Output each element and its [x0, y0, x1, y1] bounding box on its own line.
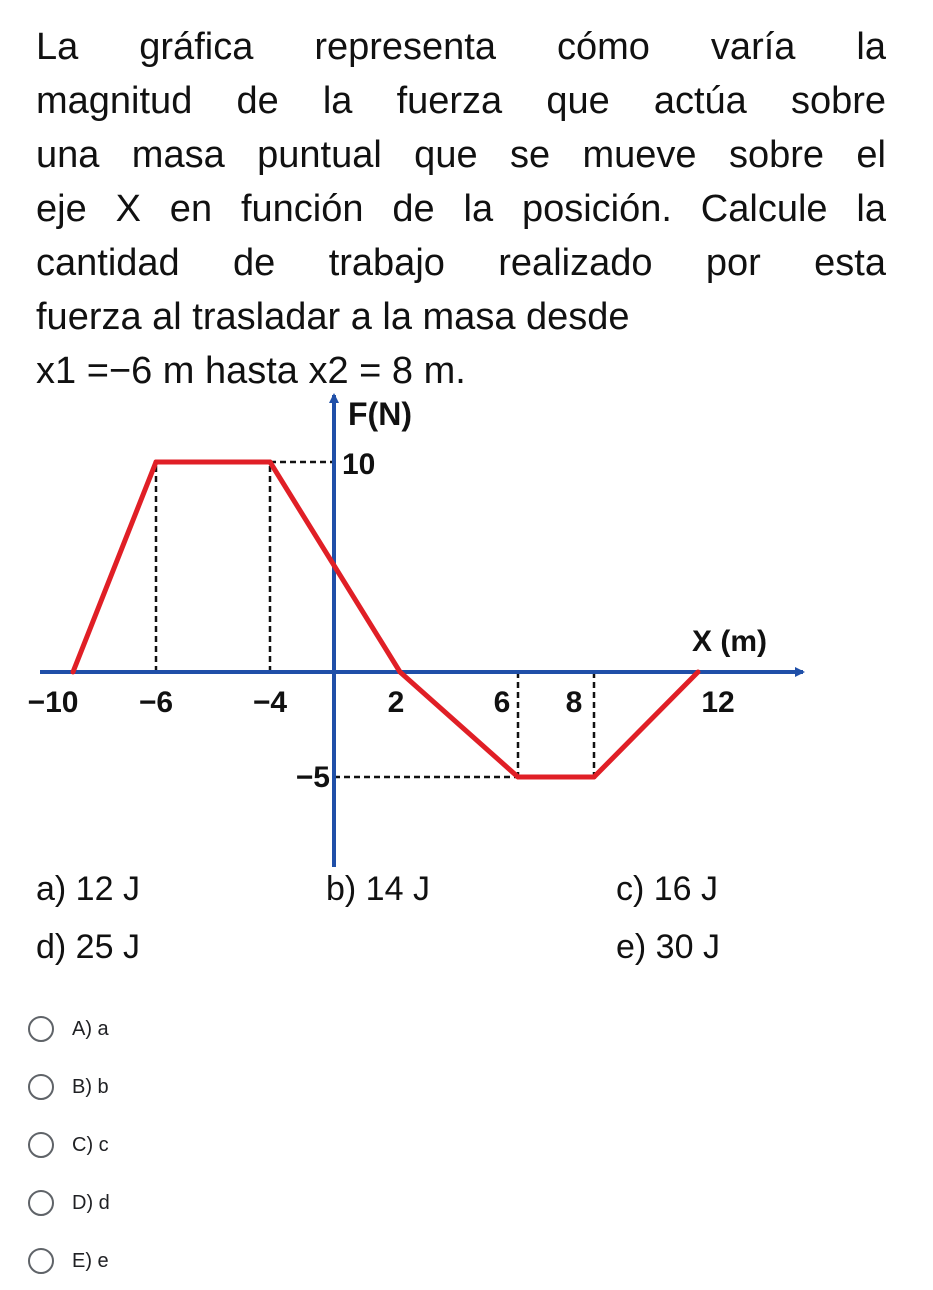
choice-label: C) c: [72, 1133, 109, 1156]
option-e: e) 30 J: [616, 928, 720, 966]
data-point: [154, 460, 159, 465]
radio-button-icon[interactable]: [28, 1132, 54, 1158]
x-tick-label: −6: [138, 686, 174, 719]
option-d: d) 25 J: [36, 928, 140, 966]
data-point: [516, 775, 521, 780]
data-point: [71, 670, 76, 675]
option-b: b) 14 J: [326, 870, 430, 908]
x-axis-label: X (m): [692, 625, 767, 658]
question-line: cantidad de trabajo realizado por esta: [36, 242, 886, 284]
data-point: [268, 460, 273, 465]
choice-c[interactable]: [28, 1116, 110, 1174]
x-tick-label: 8: [565, 686, 583, 719]
question-line: eje X en función de la posición. Calcule la: [36, 188, 886, 230]
radio-button-icon[interactable]: [28, 1190, 54, 1216]
force-position-graph: [0, 385, 933, 875]
data-point: [696, 670, 701, 675]
question-line: x1 =−6 m hasta x2 = 8 m.: [36, 350, 466, 392]
choice-label: B) b: [72, 1075, 109, 1098]
question-line: una masa puntual que se mueve sobre el: [36, 134, 886, 176]
x-tick-label: −10: [27, 686, 79, 719]
question-line: fuerza al trasladar a la masa desde: [36, 296, 630, 338]
radio-choices: [28, 1000, 110, 1290]
choice-d[interactable]: [28, 1174, 110, 1232]
option-c: c) 16 J: [616, 870, 719, 908]
choice-label: A) a: [72, 1017, 109, 1040]
y-tick-label: −5: [295, 761, 330, 794]
x-tick-label: 6: [493, 686, 511, 719]
choice-a[interactable]: [28, 1000, 110, 1058]
option-a: a) 12 J: [36, 870, 140, 908]
radio-button-icon[interactable]: [28, 1074, 54, 1100]
x-tick-label: 2: [387, 686, 405, 719]
data-point: [398, 670, 403, 675]
answer-options: [36, 870, 796, 980]
force-series-line: [73, 462, 698, 777]
question-line: magnitud de la fuerza que actúa sobre: [36, 80, 886, 122]
choice-label: E) e: [72, 1249, 109, 1272]
question-line: La gráfica representa cómo varía la: [36, 26, 886, 68]
y-axis-label: F(N): [348, 396, 412, 432]
radio-button-icon[interactable]: [28, 1248, 54, 1274]
x-tick-label: 12: [701, 686, 735, 719]
choice-e[interactable]: [28, 1232, 110, 1290]
y-tick-label: 10: [342, 448, 376, 481]
choice-b[interactable]: [28, 1058, 110, 1116]
question-text: [36, 20, 886, 398]
choice-label: D) d: [72, 1191, 110, 1214]
data-point: [592, 775, 597, 780]
x-tick-label: −4: [252, 686, 288, 719]
radio-button-icon[interactable]: [28, 1016, 54, 1042]
